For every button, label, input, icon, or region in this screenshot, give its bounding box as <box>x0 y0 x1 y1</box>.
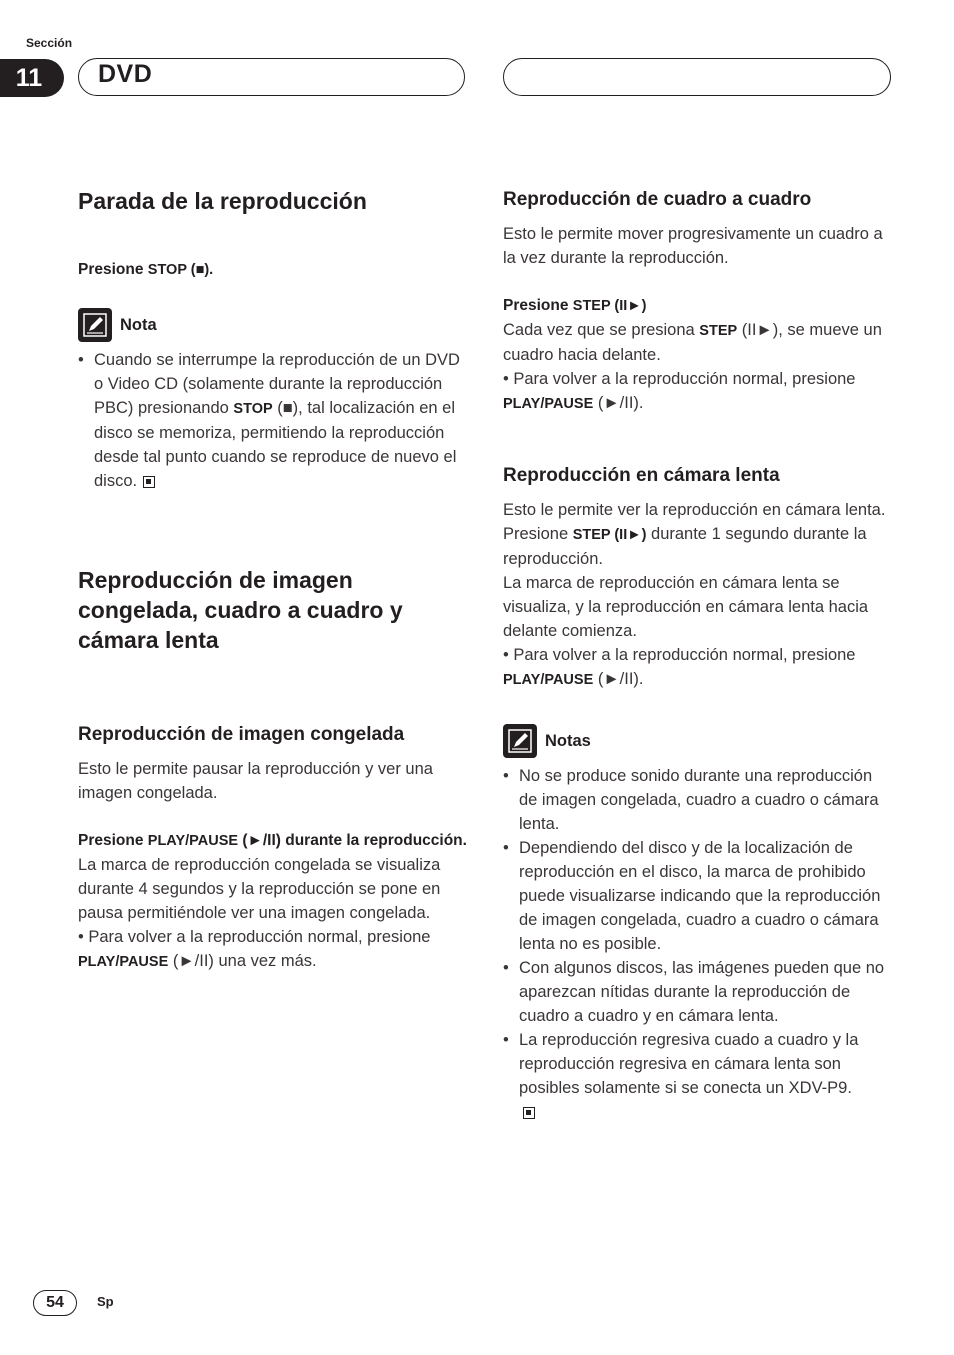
section-label: Sección <box>26 36 73 50</box>
stop-note-text-2: (■), tal localización en el disco se memoriza, permitiendo la reproducción desde tal punto cuando se reproduce de nuevo el disco. <box>94 399 457 490</box>
freeze-body: La marca de reproducción congelada se visualiza durante 4 segundos y la reproducción se pone en pausa permitiéndole ver una imagen congelada. <box>78 856 441 922</box>
slow-body-text-2: durante 1 segundo durante la reproducción. <box>503 525 867 568</box>
notes-label: Notas <box>545 731 591 750</box>
stop-button-label: STOP (■). <box>147 262 214 278</box>
slow-bullet-text-1: Para volver a la reproducción normal, presione <box>513 646 856 664</box>
end-mark-icon <box>143 476 155 488</box>
notes-end <box>503 1100 893 1124</box>
notes-item: • Dependiendo del disco y de la localización de reproducción en el disco, la marca de prohibido puede visualizarse indicando que la reproducción de imagen congelada, cuadro a cuadro o cámara lenta no es posible. <box>503 836 893 956</box>
slow-intro: Esto le permite ver la reproducción en cámara lenta. <box>503 501 886 519</box>
frame-bullet-button: PLAY/PAUSE <box>503 396 594 412</box>
slow-heading: Reproducción en cámara lenta <box>503 465 780 486</box>
freeze-instruction-suffix: (►/II) durante la reproducción. <box>238 832 467 849</box>
stop-note-text-1: Cuando se interrumpe la reproducción de un DVD o Video CD (solamente durante la reproducción PBC) presionando <box>94 351 460 417</box>
frame-bullet-text-1: Para volver a la reproducción normal, presione <box>513 370 856 388</box>
freeze-bullet-button: PLAY/PAUSE <box>78 954 169 970</box>
stop-note-button: STOP <box>233 401 273 417</box>
frame-instruction-prefix: Presione <box>503 297 573 314</box>
note-label: Nota <box>120 315 157 334</box>
frame-bullet-text-2: (►/II). <box>593 394 644 412</box>
chapter-subtitle-frame <box>503 58 891 96</box>
stop-heading: Parada de la reproducción <box>78 188 367 214</box>
end-mark-icon <box>523 1107 535 1119</box>
frame-instruction-button: STEP (II►) <box>572 298 647 314</box>
frame-body-text-2: (II►), se mueve un cuadro hacia delante. <box>503 321 882 364</box>
left-column <box>78 186 468 974</box>
freeze-instruction-prefix: Presione <box>78 832 148 849</box>
slow-body-text-1: Presione <box>503 525 573 543</box>
right-column <box>503 188 893 1124</box>
slow-body-button: STEP (II►) <box>572 527 647 543</box>
note-pencil-icon <box>503 724 537 758</box>
frame-intro: Esto le permite mover progresivamente un cuadro a la vez durante la reproducción. <box>503 225 883 267</box>
notes-item: • No se produce sonido durante una reproducción de imagen congelada, cuadro a cuadro o cámara lenta. <box>503 764 893 836</box>
freeze-bullet: • Para volver a la reproducción normal, presione PLAY/PAUSE (►/II) una vez más. <box>78 928 431 970</box>
notes-list <box>503 764 893 1124</box>
note-pencil-icon <box>78 308 112 342</box>
slow-body-2: La marca de reproducción en cámara lenta se visualiza, y la reproducción en cámara lenta hacia delante comienza. <box>503 574 869 640</box>
freeze-instruction <box>78 829 468 853</box>
language-code: Sp <box>97 1294 114 1309</box>
notes-header <box>503 724 893 758</box>
frame-instruction <box>503 294 893 318</box>
stop-note-item <box>78 348 468 493</box>
stop-instruction <box>78 258 468 282</box>
stop-instruction-prefix: Presione <box>78 261 148 278</box>
page-number: 54 <box>33 1290 77 1316</box>
frame-heading: Reproducción de cuadro a cuadro <box>503 189 812 210</box>
frame-bullet: • Para volver a la reproducción normal, presione PLAY/PAUSE (►/II). <box>503 370 856 412</box>
freeze-heading: Reproducción de imagen congelada <box>78 724 405 745</box>
frame-body-text-1: Cada vez que se presiona <box>503 321 700 339</box>
freeze-section-heading: Reproducción de imagen congelada, cuadro a cuadro y cámara lenta <box>78 567 403 653</box>
stop-note-header <box>78 308 468 342</box>
notes-item: • Con algunos discos, las imágenes pueden que no aparezcan nítidas durante la reproducción de cuadro a cuadro y en cámara lenta. <box>503 956 893 1028</box>
frame-body <box>503 318 893 367</box>
freeze-intro: Esto le permite pausar la reproducción y ver una imagen congelada. <box>78 760 433 802</box>
section-number: 11 <box>0 59 64 97</box>
slow-bullet: • Para volver a la reproducción normal, presione PLAY/PAUSE (►/II). <box>503 646 856 688</box>
chapter-title: DVD <box>98 60 153 88</box>
frame-body-button: STEP <box>699 323 738 339</box>
slow-bullet-text-2: (►/II). <box>593 670 644 688</box>
notes-item: • La reproducción regresiva cuado a cuadro y la reproducción regresiva en cámara lenta son posibles solamente si se conecta un XDV-P9. <box>503 1028 893 1100</box>
freeze-instruction-button: PLAY/PAUSE <box>147 833 239 849</box>
slow-bullet-button: PLAY/PAUSE <box>503 672 594 688</box>
freeze-bullet-text-1: Para volver a la reproducción normal, presione <box>88 928 431 946</box>
slow-body <box>503 522 893 571</box>
freeze-bullet-text-2: (►/II) una vez más. <box>168 952 317 970</box>
